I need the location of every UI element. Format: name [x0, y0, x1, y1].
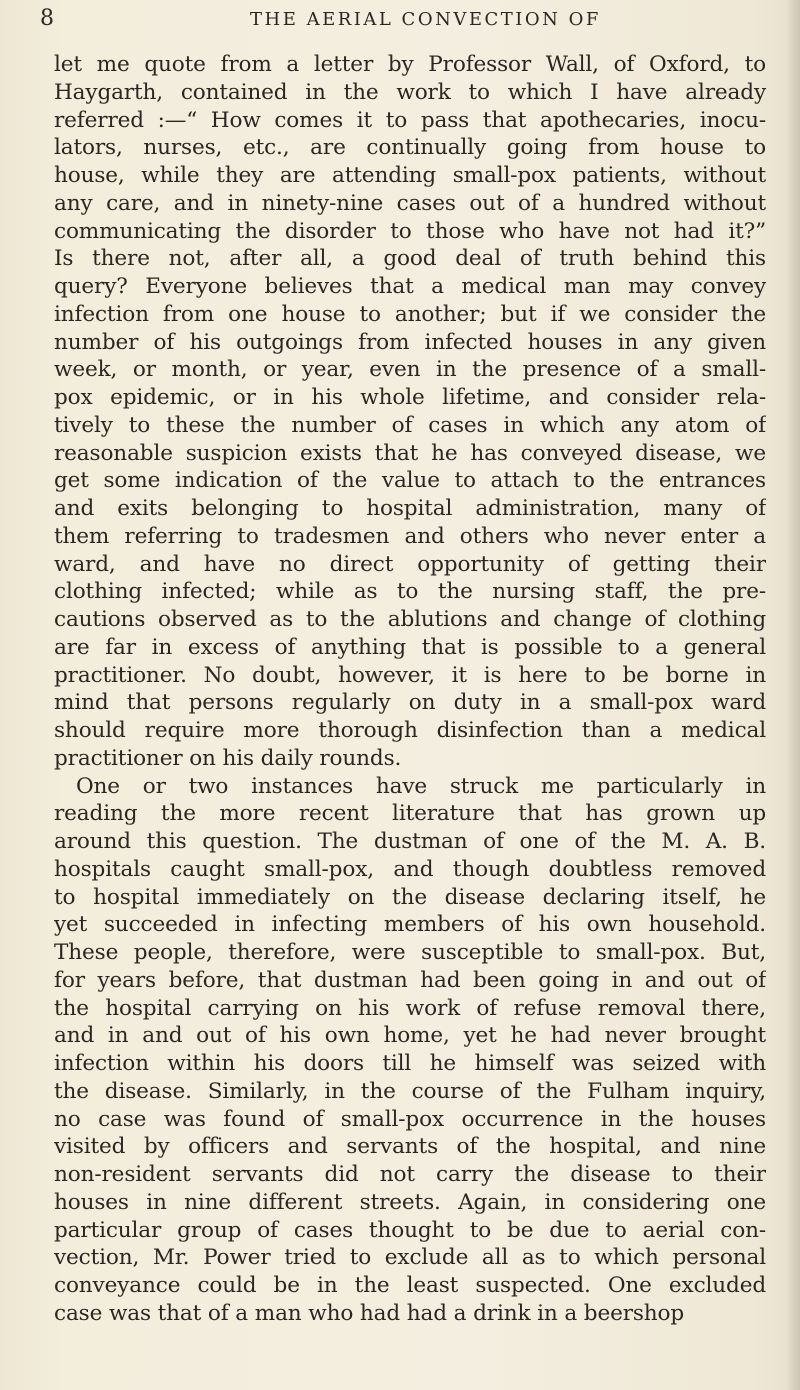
text-line: around this question. The dustman of one of the M. A. B.	[54, 829, 766, 854]
text-line: non-resident servants did not carry the disease to their	[54, 1162, 766, 1187]
text-line: any care, and in ninety-nine cases out of a hundred without	[54, 190, 766, 216]
text-line: yet succeeded in infecting members of his own household.	[54, 912, 766, 938]
text-line: and in and out of his own home, yet he had never brought	[54, 1023, 766, 1049]
running-title: THE AERIAL CONVECTION OF	[250, 9, 601, 30]
text-line: case was that of a man who had had a drink in a beershop	[54, 1300, 685, 1326]
text-line: them referring to tradesmen and others who never enter a	[54, 523, 766, 549]
text-line: let me quote from a letter by Professor Wall, of Oxford, to	[54, 52, 766, 77]
text-line: referred :—“ How comes it to pass that apothecaries, inocu-	[54, 107, 766, 133]
text-line: to hospital immediately on the disease declaring itself, he	[54, 884, 766, 910]
text-line: lators, nurses, etc., are continually going from house to	[54, 135, 766, 161]
text-line: query? Everyone believes that a medical man may convey	[54, 274, 766, 299]
text-line: practitioner. No doubt, however, it is here to be borne in	[54, 662, 766, 688]
text-line: are far in excess of anything that is possible to a general	[54, 634, 766, 660]
text-line: ward, and have no direct opportunity of getting their	[54, 551, 766, 577]
text-line: practitioner on his daily rounds.	[54, 745, 402, 771]
page-number: 8	[40, 6, 54, 31]
text-line: visited by officers and servants of the hospital, and nine	[54, 1134, 766, 1160]
text-line: Is there not, after all, a good deal of truth behind this	[54, 246, 766, 272]
text-line: get some indication of the value to attach to the entrances	[54, 468, 766, 494]
text-line: Haygarth, contained in the work to which I have already	[54, 79, 766, 105]
text-line: These people, therefore, were susceptible to small-pox. But,	[54, 940, 766, 965]
text-line: should require more thorough disinfection than a medical	[54, 718, 766, 743]
text-line: conveyance could be in the least suspected. One excluded	[54, 1273, 766, 1298]
text-line: particular group of cases thought to be due to aerial con-	[54, 1217, 766, 1243]
text-line: clothing infected; while as to the nursing staff, the pre-	[54, 579, 766, 605]
text-line: communicating the disorder to those who have not had it?”	[54, 218, 766, 244]
text-line: house, while they are attending small-pox patients, without	[54, 163, 766, 188]
text-line: number of his outgoings from infected houses in any given	[54, 329, 766, 355]
text-line: mind that persons regularly on duty in a small-pox ward	[54, 690, 766, 716]
text-line: hospitals caught small-pox, and though doubtless removed	[54, 856, 766, 882]
text-line: cautions observed as to the ablutions and change of clothing	[54, 607, 766, 632]
page-edge-shadow	[786, 0, 800, 1390]
text-line: infection from one house to another; but if we consider the	[54, 301, 766, 327]
text-line: and exits belonging to hospital administration, many of	[54, 496, 766, 521]
text-line: houses in nine different streets. Again, in considering one	[54, 1189, 766, 1215]
text-line: infection within his doors till he himself was seized with	[54, 1051, 766, 1076]
text-line: tively to these the number of cases in which any atom of	[54, 412, 766, 438]
text-line: One or two instances have struck me particularly in	[76, 773, 766, 799]
text-line: the disease. Similarly, in the course of the Fulham inquiry,	[54, 1078, 766, 1104]
text-line: reasonable suspicion exists that he has conveyed disease, we	[54, 440, 766, 466]
text-line: vection, Mr. Power tried to exclude all as to which personal	[54, 1245, 766, 1271]
text-line: pox epidemic, or in his whole lifetime, and consider rela-	[54, 385, 766, 410]
text-line: week, or month, or year, even in the presence of a small-	[54, 357, 766, 383]
text-line: for years before, that dustman had been going in and out of	[54, 967, 766, 993]
text-line: the hospital carrying on his work of refuse removal there,	[54, 995, 766, 1021]
text-line: reading the more recent literature that has grown up	[54, 801, 766, 827]
body-text	[54, 51, 766, 1328]
text-line: no case was found of small-pox occurrence in the houses	[54, 1106, 766, 1132]
